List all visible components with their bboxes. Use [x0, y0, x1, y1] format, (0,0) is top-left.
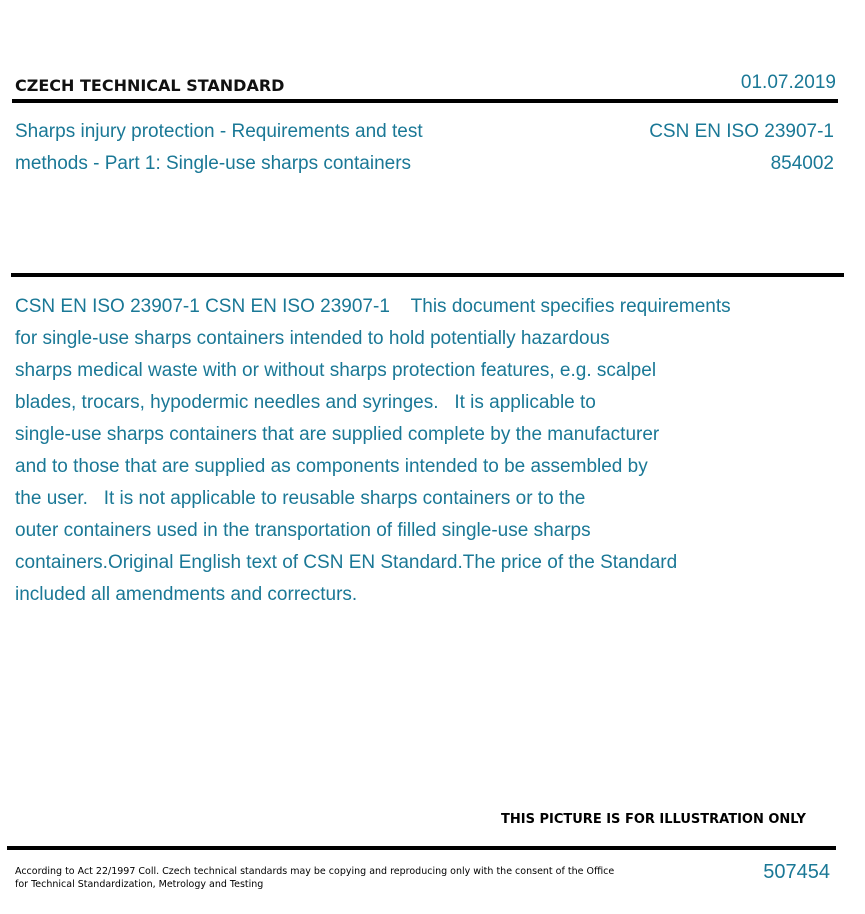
- abstract-line: containers.Original English text of CSN EN Standard.The price of the Standard: [15, 552, 678, 573]
- abstract-line: included all amendments and correcturs.: [15, 584, 358, 605]
- bottom-divider: [7, 846, 836, 850]
- abstract-text: [15, 291, 845, 611]
- standard-title: [15, 116, 535, 180]
- standard-title-line: methods - Part 1: Single-use sharps containers: [15, 153, 412, 174]
- standard-identifiers: [649, 116, 834, 180]
- classification-number: 854002: [770, 153, 834, 174]
- top-divider: [12, 99, 838, 103]
- document-number: 507454: [763, 861, 830, 883]
- legal-notice: [15, 865, 614, 891]
- legal-notice-line: According to Act 22/1997 Coll. Czech technical standards may be copying and reproducing only with the consent of the Office: [15, 866, 615, 877]
- middle-divider: [11, 273, 844, 277]
- abstract-line: the user. It is not applicable to reusable sharps containers or to the: [15, 488, 586, 509]
- abstract-line: blades, trocars, hypodermic needles and syringes. It is applicable to: [15, 392, 596, 413]
- abstract-line: single-use sharps containers that are supplied complete by the manufacturer: [15, 424, 660, 445]
- standard-title-line: Sharps injury protection - Requirements and test: [15, 121, 423, 142]
- abstract-line: for single-use sharps containers intended to hold potentially hazardous: [15, 328, 610, 349]
- illustration-disclaimer: THIS PICTURE IS FOR ILLUSTRATION ONLY: [501, 812, 806, 827]
- legal-notice-line: for Technical Standardization, Metrology and Testing: [15, 879, 264, 890]
- abstract-line: and to those that are supplied as components intended to be assembled by: [15, 456, 648, 477]
- abstract-line: sharps medical waste with or without sharps protection features, e.g. scalpel: [15, 360, 657, 381]
- standard-type-label: CZECH TECHNICAL STANDARD: [15, 76, 285, 95]
- abstract-line: CSN EN ISO 23907-1 CSN EN ISO 23907-1 This document specifies requirements: [15, 296, 731, 317]
- standard-code: CSN EN ISO 23907-1: [649, 121, 834, 142]
- publication-date: 01.07.2019: [740, 72, 836, 93]
- abstract-line: outer containers used in the transportation of filled single-use sharps: [15, 520, 591, 541]
